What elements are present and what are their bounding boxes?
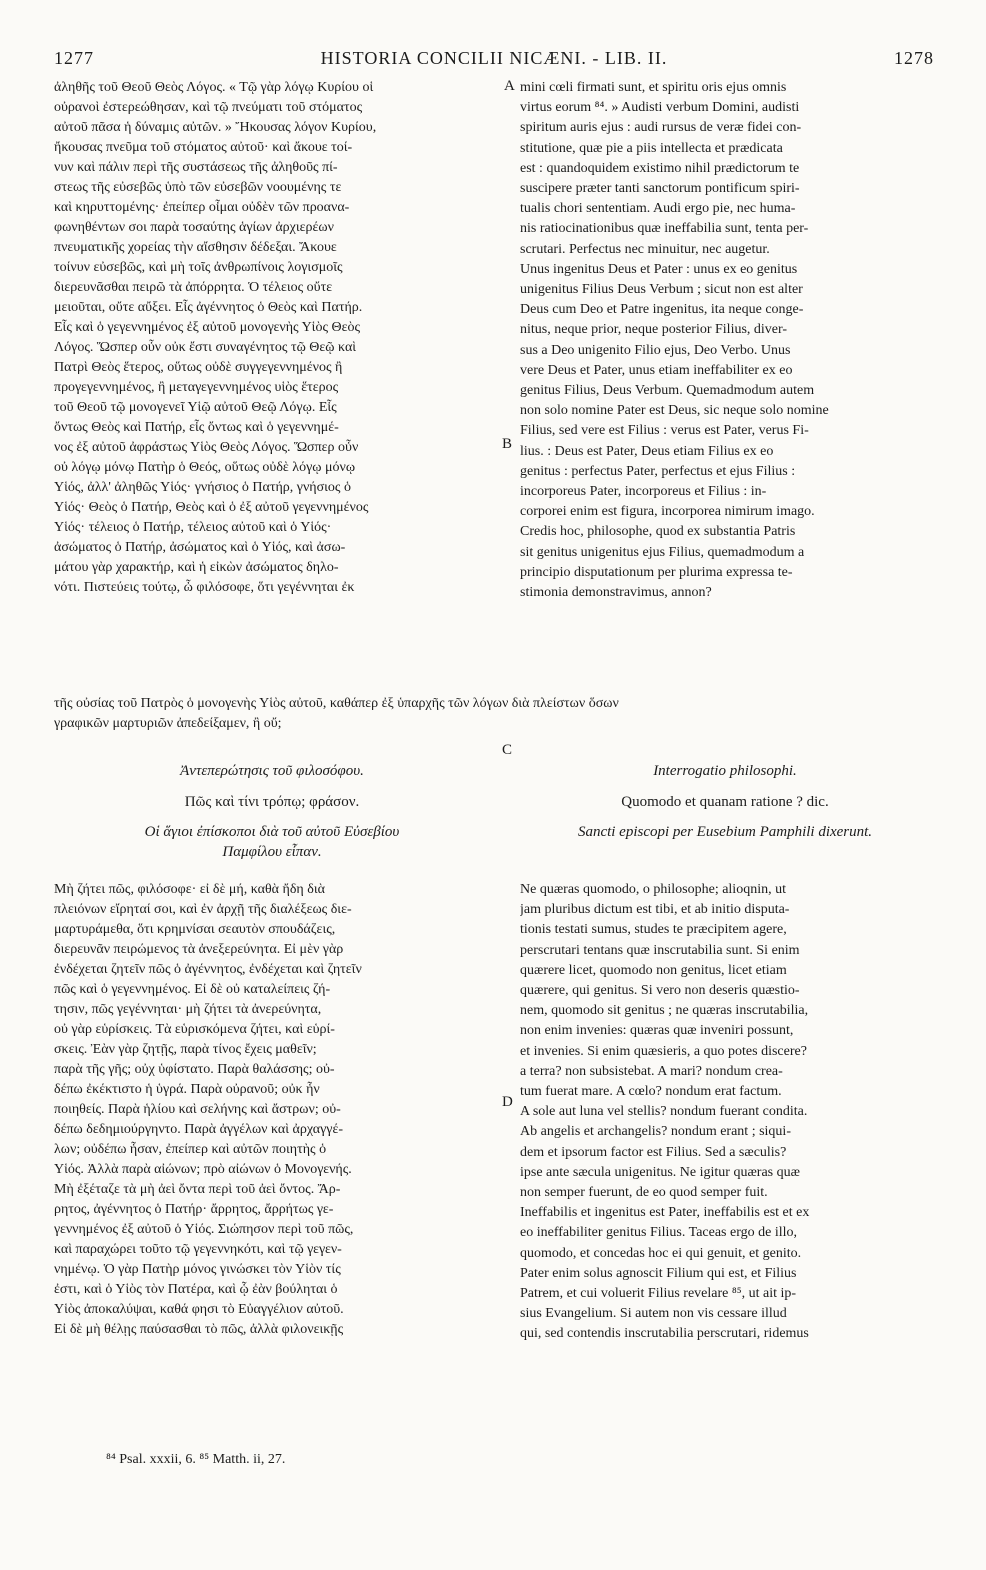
- greek-text-line: Υἱός· Θεὸς ὁ Πατήρ, Θεὸς καὶ ὁ ἐξ αὐτοῦ γεγεννημένος: [54, 500, 369, 515]
- greek-text-line: ἀσώματος ὁ Πατήρ, ἀσώματος καὶ ὁ Υἱός, καὶ ἀσω-: [54, 540, 346, 555]
- greek-text-line: τοίνυν εὐσεβῶς, καὶ μὴ τοῖς ἀνθρωπίνοις λογισμοῖς: [54, 260, 343, 275]
- latin-text-line: eo ineffabiliter genitus Filius. Taceas ergo de illo,: [520, 1225, 798, 1241]
- greek-text-line: γεννημένος ἐξ αὐτοῦ ὁ Υἱός. Σιώπησον περὶ τοῦ πῶς,: [54, 1222, 354, 1237]
- latin-text-line: unigenitus Filius Deus Verbum ; sicut non est alter: [520, 282, 803, 298]
- latin-text-line: quærere, qui genitus. Si vero non deseris quæstio-: [520, 983, 800, 999]
- latin-text-line: a terra? non subsistebat. A mari? nondum crea-: [520, 1063, 783, 1079]
- latin-heading-question: Quomodo et quanam ratione ? dic.: [621, 794, 829, 810]
- latin-text-line: nis ratiocinationibus quæ ineffabilia sunt, tenta per-: [520, 221, 809, 237]
- greek-text-line: Μὴ ἐξέταζε τὰ μὴ ἀεὶ ὄντα περὶ τοῦ ἀεὶ ὄντος. Ἄρ-: [54, 1182, 341, 1197]
- greek-text-line: λων; οὐδέπω ἦσαν, ἐπείπερ καὶ αὐτῶν ποιητὴς ὁ: [54, 1142, 327, 1157]
- greek-heading-question: Πῶς καὶ τίνι τρόπῳ; φράσον.: [184, 794, 360, 810]
- greek-text-line: φωνηθέντων σοι παρὰ τοσαύτης ἁγίων ἀρχιερέων: [54, 220, 334, 235]
- greek-text-line: μειοῦται, οὔτε αὔξει. Εἷς ἀγέννητος ὁ Θεὸς καὶ Πατήρ.: [54, 300, 363, 315]
- latin-text-line: virtus eorum ⁸⁴. » Audisti verbum Domini, audisti: [520, 100, 800, 116]
- latin-text-line: sus a Deo unigenito Filio ejus, Deo Verbo. Unus: [520, 342, 791, 358]
- latin-text-line: Unus ingenitus Deus et Pater : unus ex eo genitus: [520, 261, 798, 277]
- latin-text-line: stitutione, quæ pie a piis intellecta et prædicata: [520, 140, 783, 156]
- page-number-left: 1277: [54, 48, 94, 68]
- greek-text-line: ρητος, ἀγέννητος ὁ Πατήρ· ἄρρητος, ἄρρήτως γε-: [54, 1202, 334, 1217]
- greek-text-line: οὐ λόγῳ μόνῳ Πατὴρ ὁ Θεός, οὕτως οὐδὲ λόγῳ μόνῳ: [54, 460, 356, 475]
- greek-full-width-line-1: τῆς οὐσίας τοῦ Πατρὸς ὁ μονογενὴς Υἱὸς αὐτοῦ, καθάπερ ἐξ ὑπαρχῆς τῶν λόγων διὰ πλείστων ὅσων: [54, 696, 619, 711]
- latin-text-line: nem, quomodo sit genitus ; ne quæras inscrutabilia,: [520, 1003, 809, 1019]
- greek-text-line: καὶ παραχώρει τοῦτο τῷ γεγεννηκότι, καὶ τῷ γεγεν-: [54, 1242, 342, 1257]
- greek-text-line: νος ἐξ αὐτοῦ ἀφράστως Υἱὸς Θεὸς Λόγος. Ὥσπερ οὖν: [54, 440, 359, 455]
- latin-heading-bishops: Sancti episcopi per Eusebium Pamphili dixerunt.: [577, 824, 873, 840]
- latin-text-line: genitus Filius, Deus Verbum. Quemadmodum autem: [520, 383, 815, 399]
- greek-text-line: πνευματικῆς χορείας τὴν αἴσθησιν δέδεξαι. Ἄκουε: [54, 240, 337, 255]
- greek-text-line: Υἱός, ἀλλ' ἀληθῶς Υἱός· γνήσιος ὁ Πατήρ, γνήσιος ὁ: [54, 480, 351, 495]
- greek-text-line: Εἰ δὲ μὴ θέλῃς παύσασθαι τὸ πῶς, ἀλλὰ φιλονεικῇς: [54, 1322, 344, 1337]
- latin-text-line: tionis testati sumus, studes te præcipitem agere,: [520, 922, 787, 938]
- latin-text-line: quomodo, et concedas hoc ei qui genuit, et genito.: [520, 1245, 802, 1261]
- greek-text-line: ὄντως Θεὸς καὶ Πατήρ, εἷς ὄντως καὶ ὁ γεγεννημέ-: [54, 420, 339, 435]
- greek-section-heads: [54, 760, 490, 862]
- latin-text-line: ipse ante sæcula unigenitus. Ne igitur quæras quæ: [520, 1164, 800, 1180]
- latin-text-line: Credis hoc, philosophe, quod ex substantia Patris: [520, 524, 796, 540]
- greek-text-line: νότι. Πιστεύεις τούτῳ, ὦ φιλόσοφε, ὅτι γεγέννηται ἐκ: [54, 580, 355, 595]
- margin-marker-d: D: [502, 1094, 513, 1110]
- greek-text-line: νυν καὶ πάλιν περὶ τῆς συστάσεως τῆς ἀληθοῦς πί-: [54, 160, 338, 175]
- greek-text-line: Εἷς καὶ ὁ γεγεννημένος ἐξ αὐτοῦ μονογενὴς Υἱὸς Θεὸς: [54, 320, 361, 335]
- greek-text-line: αὐτοῦ πᾶσα ἡ δύναμις αὐτῶν. » Ἤκουσας λόγον Κυρίου,: [54, 120, 377, 135]
- greek-text-line: ἐστι, καὶ ὁ Υἱὸς τὸν Πατέρα, καὶ ᾧ ἐὰν βούληται ὁ: [54, 1282, 338, 1297]
- greek-column-bottom: [54, 880, 490, 1340]
- latin-text-line: perscrutari tentans quæ inscrutabilia sunt. Si enim: [520, 942, 800, 958]
- latin-text-line: A sole aut luna vel stellis? nondum fuerant condita.: [520, 1104, 808, 1120]
- page-number-right: 1278: [894, 48, 934, 68]
- latin-text-line: principio disputationum per plurima expressa te-: [520, 564, 793, 580]
- latin-text-line: quærere licet, quomodo non genitus, licet etiam: [520, 962, 787, 978]
- greek-text-line: προγεγεννημένος, ἢ μεταγεγεννημένος υἱὸς ἕτερος: [54, 380, 339, 395]
- greek-text-line: διερευνᾶσθαι πειρῶ τὰ ἀπόρρητα. Ὁ τέλειος οὔτε: [54, 280, 333, 295]
- margin-marker-b: B: [502, 436, 513, 452]
- greek-text-line: Λόγος. Ὥσπερ οὖν οὐκ ἔστι συναγένητος τῷ Θεῷ καὶ: [54, 340, 357, 355]
- greek-text-line: ἐνδέχεται ζητεῖν πῶς ὁ ἀγέννητος, ἐνδέχεται καὶ ζητεῖν: [54, 962, 362, 977]
- greek-text-line: ἀληθῆς τοῦ Θεοῦ Θεὸς Λόγος. « Τῷ γὰρ λόγῳ Κυρίου οἱ: [54, 80, 374, 95]
- greek-text-line: πῶς καὶ ὁ γεγεννημένος. Εἰ δὲ οὐ καταλείπεις ζή-: [54, 982, 331, 997]
- greek-text-line: καὶ κηρυττομένης· ἐπείπερ οἶμαι οὐδὲν τῶν προανα-: [54, 200, 350, 215]
- latin-text-line: Patrem, et cui voluerit Filius revelare ⁸⁵, ut ait ip-: [520, 1286, 797, 1302]
- latin-heading-title: Interrogatio philosophi.: [653, 763, 797, 779]
- greek-text-line: Υἱὸς ἀποκαλύψαι, καθά φησι τὸ Εὐαγγέλιον αὐτοῦ.: [54, 1302, 344, 1317]
- latin-column-top: [520, 78, 930, 603]
- latin-text-line: vere Deus et Pater, unus etiam ineffabiliter ex eo: [520, 362, 793, 378]
- latin-text-line: suscipere præter tanti sanctorum pontificum spiri-: [520, 181, 800, 197]
- greek-text-line: μαρτυράμεθα, ὅτι κρημνίσαι σεαυτὸν σπουδάζεις,: [54, 922, 336, 937]
- greek-full-width-line-2: γραφικῶν μαρτυριῶν ἀπεδείξαμεν, ἢ οὔ;: [54, 716, 282, 731]
- latin-text-line: genitus : perfectus Pater, perfectus et ejus Filius :: [520, 463, 796, 479]
- latin-text-line: lius. : Deus est Pater, Deus etiam Filius ex eo: [520, 443, 774, 459]
- greek-text-line: οὐ γὰρ εὑρίσκεις. Τὰ εὑρισκόμενα ζήτει, καὶ εὑρί-: [54, 1022, 335, 1037]
- greek-text-line: Πατρὶ Θεὸς ἕτερος, οὕτως οὐδὲ συγγεγεννημένος ἢ: [54, 360, 343, 375]
- latin-text-line: scrutari. Perfectus nec minuitur, nec augetur.: [520, 241, 770, 257]
- greek-heading-title: Ἀντεπερώτησις τοῦ φιλοσόφου.: [180, 763, 364, 779]
- latin-text-line: corporei enim est figura, incorporea nimirum imago.: [520, 504, 815, 520]
- margin-marker-c: C: [502, 742, 513, 758]
- greek-text-line: τησιν, πῶς γεγέννηται· μὴ ζήτει τὰ ἀνερεύνητα,: [54, 1002, 322, 1017]
- latin-text-line: nitus, neque prior, neque posterior Filius, diver-: [520, 322, 788, 338]
- greek-text-line: ποιηθείς. Παρὰ ἡλίου καὶ σελήνης καὶ ἄστρων; οὐ-: [54, 1102, 341, 1117]
- greek-text-line: ἤκουσας πνεῦμα τοῦ στόματος αὐτοῦ· καὶ ἄκουε τοί-: [54, 140, 353, 155]
- latin-text-line: non solo nomine Pater est Deus, sic neque solo nomine: [520, 403, 829, 419]
- latin-text-line: qui, sed contendis inscrutabilia perscrutari, ridemus: [520, 1326, 809, 1342]
- running-header: [54, 48, 934, 74]
- latin-column-bottom: [520, 880, 930, 1345]
- greek-text-line: Μὴ ζήτει πῶς, φιλόσοφε· εἰ δὲ μή, καθὰ ἤδη διὰ: [54, 882, 325, 897]
- latin-text-line: non enim invenies: quæras quæ inveniri possunt,: [520, 1023, 794, 1039]
- latin-text-line: Ne quæras quomodo, o philosophe; alioqnin, ut: [520, 882, 786, 897]
- latin-text-line: stimonia demonstravimus, annon?: [520, 585, 712, 601]
- greek-text-line: Υἱός· τέλειος ὁ Πατήρ, τέλειος αὐτοῦ καὶ ὁ Υἱός·: [54, 520, 332, 535]
- greek-text-line: στεως τῆς εὐσεβῶς ὑπὸ τῶν εὐσεβῶν νοουμένης τε: [54, 180, 342, 195]
- greek-text-line: τοῦ Θεοῦ τῷ μονογενεῖ Υἱῷ αὐτοῦ Θεῷ Λόγῳ. Εἷς: [54, 400, 337, 415]
- latin-text-line: tum fuerat mare. A cœlo? nondum erat factum.: [520, 1084, 782, 1100]
- latin-text-line: mini cœli firmati sunt, et spiritu oris ejus omnis: [520, 80, 787, 95]
- margin-marker-a: A: [504, 78, 515, 94]
- latin-text-line: et invenies. Si enim quæsieris, a quo potes discere?: [520, 1043, 807, 1059]
- latin-text-line: Filius, sed vere est Filius : verus est Pater, verus Fi-: [520, 423, 809, 439]
- greek-text-line: νημένῳ. Ὁ γὰρ Πατὴρ μόνος γινώσκει τὸν Υἱὸν τίς: [54, 1262, 341, 1277]
- greek-text-line: παρὰ τῆς γῆς; οὐχ ὑφίστατο. Παρὰ θαλάσσης; οὐ-: [54, 1062, 335, 1077]
- latin-text-line: dem et ipsorum factor est Filius. Sed a sæculis?: [520, 1144, 787, 1160]
- latin-text-line: incorporeus Pater, incorporeus et Filius : in-: [520, 484, 767, 500]
- greek-column-top: [54, 78, 490, 598]
- greek-text-line: σκεις. Ἐὰν γὰρ ζητῇς, παρὰ τίνος ἔχεις μαθεῖν;: [54, 1042, 317, 1057]
- greek-text-line: δέπω δεδημιούργηντο. Παρὰ ἀγγέλων καὶ ἀρχαγγέ-: [54, 1122, 344, 1137]
- greek-text-line: Υἱός. Ἀλλὰ παρὰ αἰώνων; πρὸ αἰώνων ὁ Μονογενής.: [54, 1162, 352, 1177]
- latin-text-line: sius Evangelium. Si autem non vis cessare illud: [520, 1306, 787, 1322]
- latin-section-heads: [520, 760, 930, 842]
- latin-text-line: Pater enim solus agnoscit Filium qui est, et Filius: [520, 1265, 797, 1281]
- latin-text-line: tualis chori sententiam. Audi ergo pie, nec huma-: [520, 201, 796, 217]
- greek-text-line: διερευνᾶν πειρώμενος τὰ ἀνεξερεύνητα. Εἰ μὲν γὰρ: [54, 942, 344, 957]
- latin-text-line: jam pluribus dictum est tibi, et ab initio disputa-: [520, 902, 790, 918]
- latin-text-line: spiritum auris ejus : audi rursus de veræ fidei con-: [520, 120, 802, 136]
- greek-heading-bishops: Οἱ ἅγιοι ἐπίσκοποι διὰ τοῦ αὐτοῦ Εὐσεβίου Παμφίλου εἶπαν.: [144, 824, 400, 860]
- latin-text-line: Ineffabilis et ingenitus est Pater, ineffabilis est et ex: [520, 1205, 810, 1221]
- greek-text-line: δέπω ἐκέκτιστο ἡ ὑγρά. Παρὰ οὐρανοῦ; οὐκ ἦν: [54, 1082, 320, 1097]
- latin-text-line: non semper fuerunt, de eo quod semper fuit.: [520, 1185, 768, 1201]
- greek-text-line: μάτου γὰρ χαρακτήρ, καὶ ἡ εἰκὼν ἀσώματος δηλο-: [54, 560, 339, 575]
- latin-text-line: sit genitus unigenitus ejus Filius, quemadmodum a: [520, 544, 805, 560]
- footnotes: ⁸⁴ Psal. xxxii, 6. ⁸⁵ Matth. ii, 27.: [106, 1452, 286, 1467]
- running-title: HISTORIA CONCILII NICÆNI. - LIB. II.: [320, 48, 668, 68]
- latin-text-line: Ab angelis et archangelis? nondum erant ; siqui-: [520, 1124, 791, 1140]
- latin-text-line: Deus cum Deo et Patre ingenitus, ita neque conge-: [520, 302, 804, 318]
- greek-text-line: πλειόνων εἴρηταί σοι, καὶ ἐν ἀρχῇ τῆς διαλέξεως διε-: [54, 902, 352, 917]
- greek-text-line: οὐρανοὶ ἐστερεώθησαν, καὶ τῷ πνεύματι τοῦ στόματος: [54, 100, 363, 115]
- latin-text-line: est : quandoquidem existimo nihil prædictorum te: [520, 160, 800, 176]
